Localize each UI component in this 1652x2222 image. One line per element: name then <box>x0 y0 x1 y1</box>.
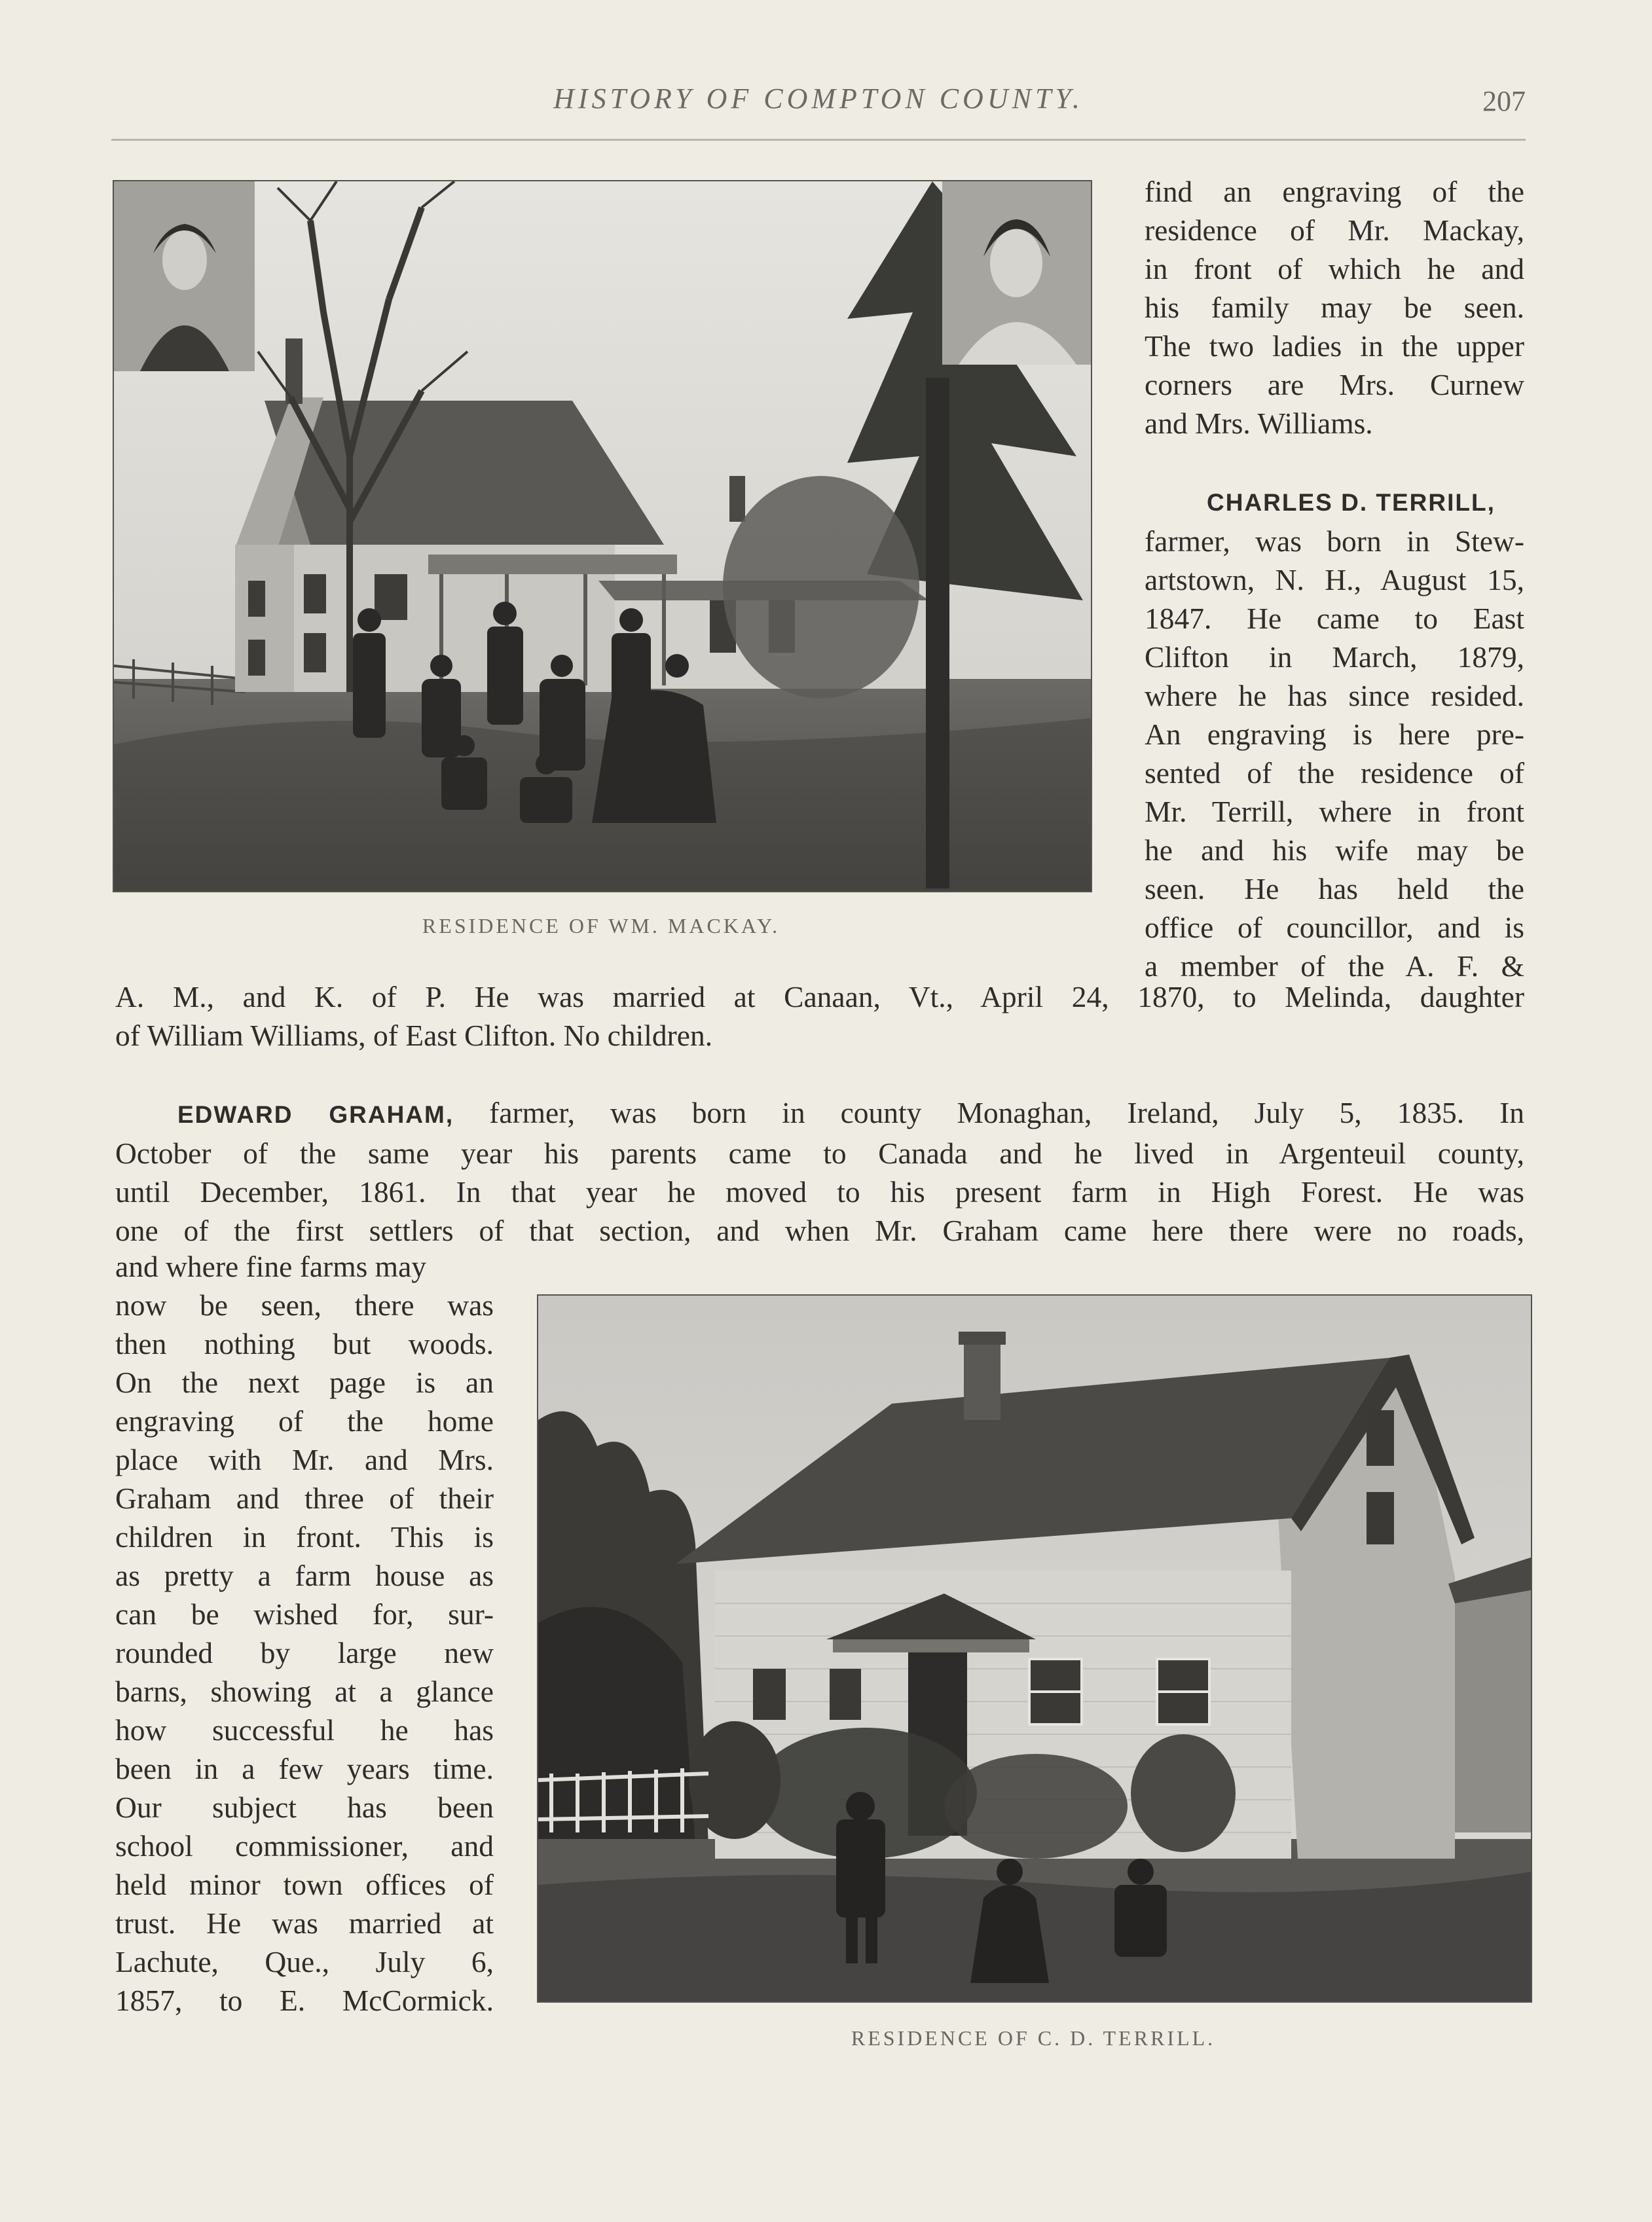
text-line: now be seen, there was <box>115 1288 494 1322</box>
terrill-name: CHARLES D. TERRILL, <box>1207 489 1496 516</box>
text-line: farmer, was born in Stew- <box>1145 524 1524 558</box>
text-line: in front of which he and <box>1145 252 1524 285</box>
text-line: of William Williams, of East Clifton. No children. <box>115 1019 713 1052</box>
text-line: artstown, N. H., August 15, <box>1145 563 1524 596</box>
text-line: he and his wife may be <box>1145 833 1524 867</box>
graham-first-line-text: farmer, was born in county Monaghan, Ireland, July 5, 1835. In <box>454 1096 1524 1129</box>
text-line: school commissioner, and <box>115 1829 494 1863</box>
text-line: corners are Mrs. Curnew <box>1145 368 1524 401</box>
text-line: held minor town offices of <box>115 1868 494 1901</box>
full-width-text <box>115 977 1524 1250</box>
text-line: children in front. This is <box>115 1520 494 1554</box>
terrill-heading-line <box>1145 481 1524 522</box>
page-number: 207 <box>1482 85 1526 117</box>
text-line: his family may be seen. <box>1145 291 1524 324</box>
text-line: Lachute, Que., July 6, <box>115 1945 494 1978</box>
left-column-text <box>115 1247 494 2020</box>
text-line: Clifton in March, 1879, <box>1145 640 1524 674</box>
paragraph-gap <box>1145 443 1524 481</box>
right-column-text <box>1145 172 1524 985</box>
text-line: one of the first settlers of that section, and when Mr. Graham came here there were no roads, <box>115 1214 1524 1247</box>
text-line: A. M., and K. of P. He was married at Canaan, Vt., April 24, 1870, to Melinda, daughter <box>115 980 1524 1013</box>
text-line: On the next page is an <box>115 1366 494 1399</box>
mackay-caption: RESIDENCE OF WM. MACKAY. <box>422 914 780 938</box>
text-line: Graham and three of their <box>115 1482 494 1515</box>
text-line: seen. He has held the <box>1145 872 1524 905</box>
text-line: 1857, to E. McCormick. <box>115 1984 494 2017</box>
terrill-residence-photo <box>537 1294 1532 2003</box>
text-line: can be wished for, sur- <box>115 1597 494 1631</box>
text-line: 1847. He came to East <box>1145 602 1524 635</box>
text-line: and where fine farms may <box>115 1250 427 1283</box>
terrill-caption: RESIDENCE OF C. D. TERRILL. <box>851 2026 1216 2050</box>
graham-first-line <box>115 1093 1524 1134</box>
text-line: barns, showing at a glance <box>115 1675 494 1708</box>
header-rule <box>111 139 1526 141</box>
text-line: until December, 1861. In that year he moved to his present farm in High Forest. He was <box>115 1175 1524 1209</box>
text-line: as pretty a farm house as <box>115 1559 494 1592</box>
text-line: office of councillor, and is <box>1145 911 1524 944</box>
text-line: The two ladies in the upper <box>1145 329 1524 363</box>
running-title: HISTORY OF COMPTON COUNTY. <box>553 82 1084 115</box>
text-line: been in a few years time. <box>115 1752 494 1785</box>
text-line: place with Mr. and Mrs. <box>115 1443 494 1476</box>
text-line: a member of the A. F. & <box>1145 949 1524 983</box>
graham-name: EDWARD GRAHAM, <box>177 1101 454 1128</box>
text-line: October of the same year his parents came to Canada and he lived in Argenteuil county, <box>115 1137 1524 1170</box>
text-line: sented of the residence of <box>1145 756 1524 790</box>
text-line: rounded by large new <box>115 1636 494 1669</box>
text-line: and Mrs. Williams. <box>1145 407 1373 440</box>
text-line: Our subject has been <box>115 1791 494 1824</box>
text-line: then nothing but woods. <box>115 1327 494 1360</box>
text-line: trust. He was married at <box>115 1906 494 1940</box>
text-line: where he has since resided. <box>1145 679 1524 712</box>
paragraph-gap <box>115 1055 1524 1093</box>
text-line: find an engraving of the <box>1145 175 1524 208</box>
text-line: Mr. Terrill, where in front <box>1145 795 1524 828</box>
text-line: residence of Mr. Mackay, <box>1145 213 1524 247</box>
text-line: engraving of the home <box>115 1404 494 1438</box>
text-line: how successful he has <box>115 1713 494 1747</box>
text-line: An engraving is here pre- <box>1145 718 1524 751</box>
mackay-residence-photo <box>113 180 1092 892</box>
running-head <box>111 82 1526 134</box>
